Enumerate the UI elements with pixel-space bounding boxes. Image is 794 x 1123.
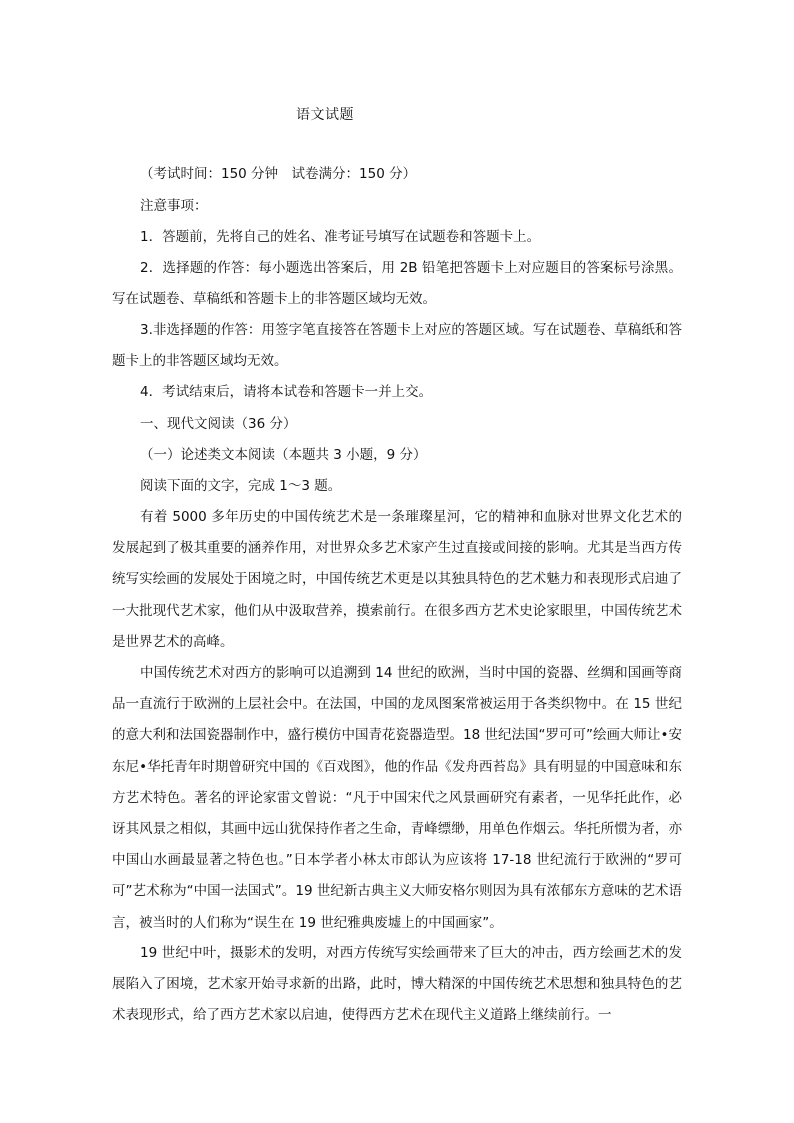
- exam-info: （考试时间：150 分钟 试卷满分：150 分）: [140, 166, 417, 182]
- section-heading: 一、现代文阅读（36 分）: [140, 416, 297, 432]
- reading-paragraph: 19 世纪中叶，摄影术的发明，对西方传统写实绘画带来了巨大的冲击，西方绘画艺术的发展陷入了困境，艺术家开始寻求新的出路，此时，博大精深的中国传统艺术思想和独具特色的艺术表现形式，给了西方艺术家以启迪，使得西方艺术在现代主义道路上继续前行。一: [112, 945, 682, 1024]
- note-item: 2．选择题的作答：每小题选出答案后，用 2B 铅笔把答题卡上对应题目的答案标号涂黑。写在试题卷、草稿纸和答题卡上的非答题区域均无效。: [112, 260, 682, 308]
- note-item: 3.非选择题的作答：用签字笔直接答在答题卡上对应的答题区域。写在试题卷、草稿纸和答题卡上的非答题区域均无效。: [112, 322, 682, 370]
- note-item: 4．考试结束后，请将本试卷和答题卡一并上交。: [140, 384, 433, 400]
- reading-instruction: 阅读下面的文字，完成 1～3 题。: [140, 478, 342, 494]
- reading-paragraph: 有着 5000 多年历史的中国传统艺术是一条璀璨星河，它的精神和血脉对世界文化艺术的发展起到了极其重要的涵养作用，对世界众多艺术家产生过直接或间接的影响。尤其是当西方传统写实绘画的发展处于困境之时，中国传统艺术更是以其独具特色的艺术魅力和表现形式启迪了一大批现代艺术家，他们从中汲取营养，摸索前行。在很多西方艺术史论家眼里，中国传统艺术是世界艺术的高峰。: [112, 509, 682, 650]
- notes-heading: 注意事项：: [140, 198, 208, 214]
- reading-paragraph: 中国传统艺术对西方的影响可以追溯到 14 世纪的欧洲，当时中国的瓷器、丝绸和国画等商品一直流行于欧洲的上层社会中。在法国，中国的龙凤图案常被运用于各类织物中。在 15 世纪的意大利和法国瓷器制作中，盛行模仿中国青花瓷器造型。18 世纪法国“罗可可”绘画大师让•安东尼•华托青年时期曾研究中国的《百戏图》，他的作品《发舟西苔岛》具有明显的中国意味和东方艺术特色。著名的评论家雷文曾说：“凡于中国宋代之风景画研究有素者，一见华托此作，必讶其风景之相似，其画中远山犹保持作者之生命，青峰缥缈，用单色作烟云。华托所惯为者，亦中国山水画最显著之特色也。”日本学者小林太市郎认为应该将 17-18 世纪流行于欧洲的“罗可可”艺术称为“中国一法国式”。19 世纪新古典主义大师安格尔则因为具有浓郁东方意味的艺术语言，被当时的人们称为“误生在 19 世纪雅典废墟上的中国画家”。: [112, 665, 682, 931]
- note-item: 1．答题前，先将自己的姓名、准考证号填写在试题卷和答题卡上。: [140, 229, 541, 245]
- subsection-heading: （一）论述类文本阅读（本题共 3 小题，9 分）: [140, 447, 427, 463]
- page-title: 语文试题: [296, 107, 354, 123]
